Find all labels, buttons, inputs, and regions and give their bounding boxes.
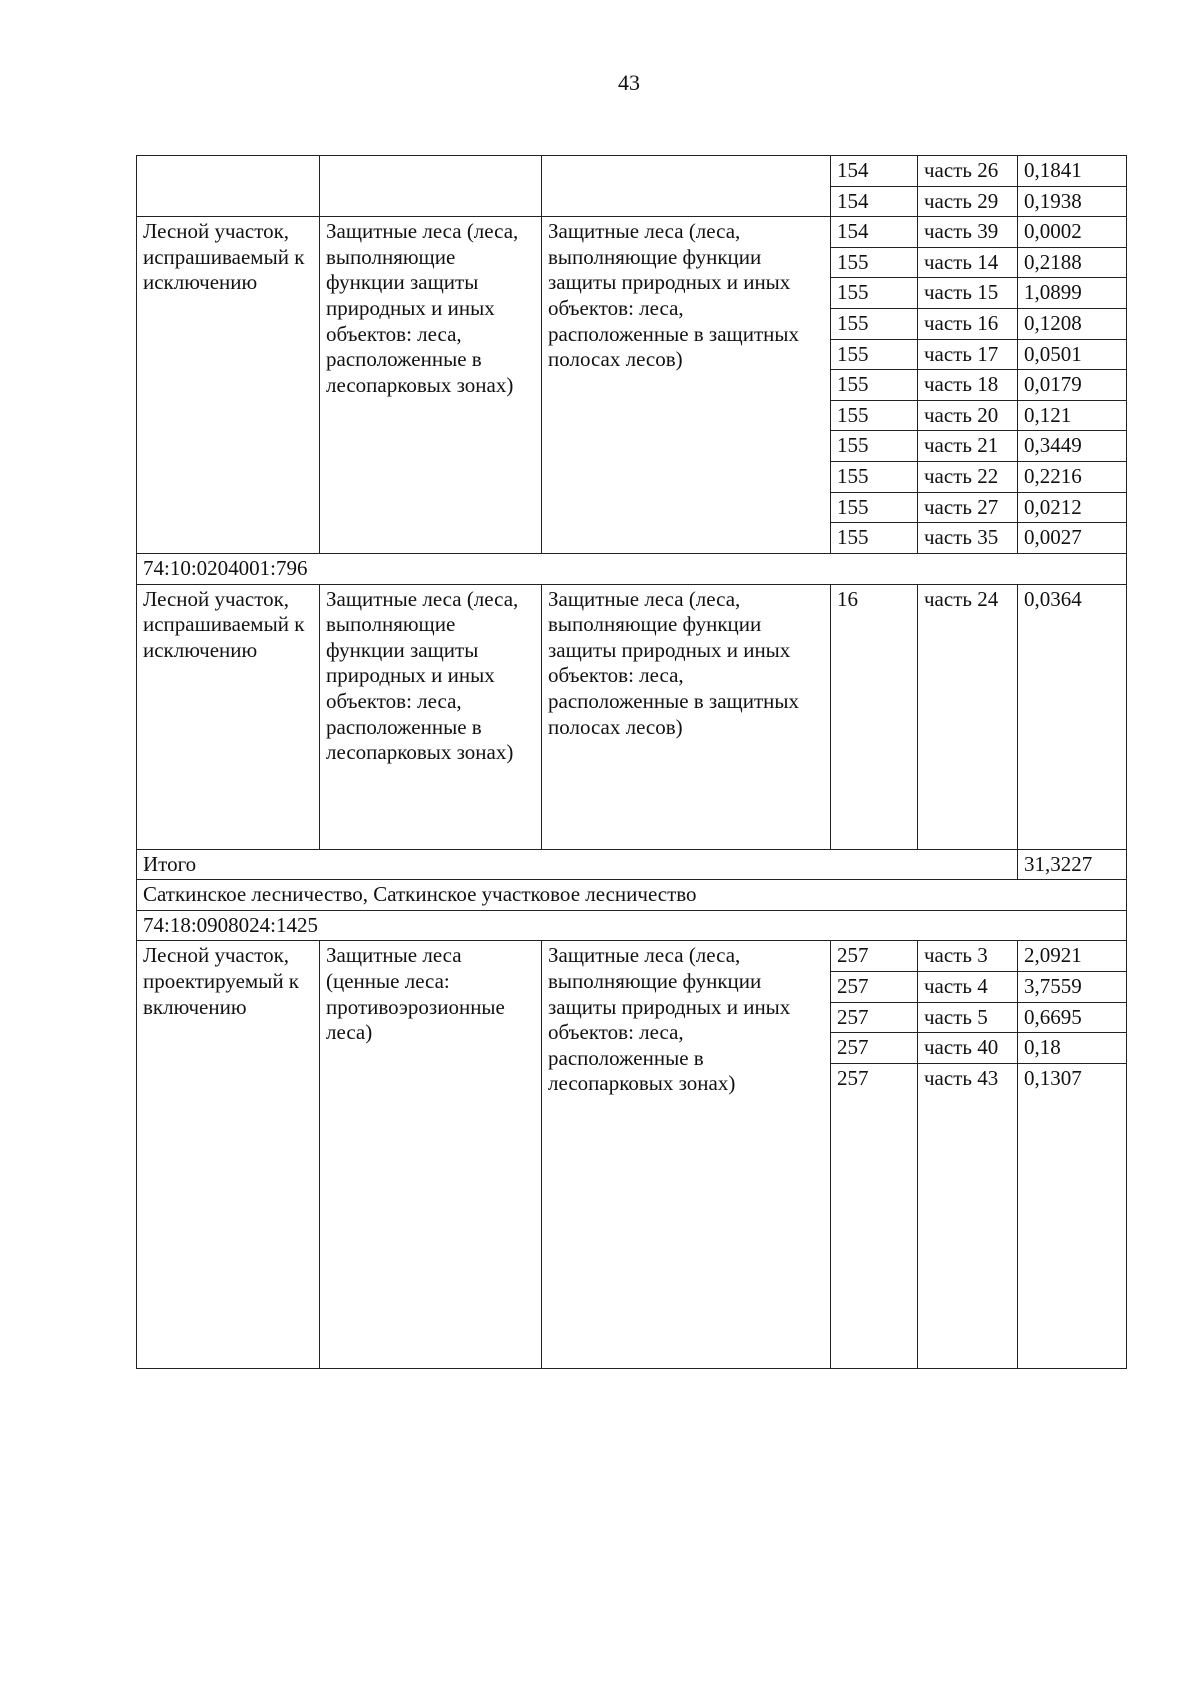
area-value: 0,2188 [1018,247,1127,278]
quarter-number: 155 [831,431,918,462]
cell-empty [320,156,542,217]
area-value: 0,1307 [1018,1063,1127,1368]
area-value: 0,0002 [1018,217,1127,248]
allotment-part: часть 40 [918,1033,1018,1064]
allotment-part: часть 22 [918,462,1018,493]
allotment-part: часть 18 [918,370,1018,401]
forest-category: Защитные леса (ценные леса: противоэрозионные леса) [320,941,542,1368]
allotment-part: часть 29 [918,186,1018,217]
allotment-part: часть 16 [918,309,1018,340]
forest-category-target: Защитные леса (леса, выполняющие функции защиты природных и иных объектов: леса, расположенные в защитных полосах лесов) [542,217,831,554]
cadastral-number: 74:10:0204001:796 [137,553,1127,584]
table-row [137,553,1127,584]
forest-category: Защитные леса (леса, выполняющие функции защиты природных и иных объектов: леса, расположенные в лесопарковых зонах) [320,584,542,849]
quarter-number: 154 [831,186,918,217]
table-row [137,156,1127,187]
quarter-number: 257 [831,1002,918,1033]
forest-category-target: Защитные леса (леса, выполняющие функции защиты природных и иных объектов: леса, расположенные в защитных полосах лесов) [542,584,831,849]
quarter-number: 155 [831,309,918,340]
forestry-name: Саткинское лесничество, Саткинское участковое лесничество [137,880,1127,911]
table-row [137,584,1127,849]
allotment-part: часть 4 [918,971,1018,1002]
area-value: 0,3449 [1018,431,1127,462]
quarter-number: 155 [831,339,918,370]
table-row [137,217,1127,248]
table-row [137,880,1127,911]
quarter-number: 155 [831,523,918,554]
area-value: 0,0501 [1018,339,1127,370]
total-value: 31,3227 [1018,849,1127,880]
allotment-part: часть 43 [918,1063,1018,1368]
quarter-number: 154 [831,217,918,248]
allotment-part: часть 14 [918,247,1018,278]
area-value: 0,18 [1018,1033,1127,1064]
area-value: 0,0027 [1018,523,1127,554]
forest-table [136,155,1127,1369]
forest-category: Защитные леса (леса, выполняющие функции защиты природных и иных объектов: леса, расположенные в лесопарковых зонах) [320,217,542,554]
cell-empty [542,156,831,217]
area-value: 0,2216 [1018,462,1127,493]
allotment-part: часть 39 [918,217,1018,248]
quarter-number: 257 [831,1063,918,1368]
quarter-number: 257 [831,971,918,1002]
area-value: 0,1841 [1018,156,1127,187]
area-value: 0,1208 [1018,309,1127,340]
cadastral-number: 74:18:0908024:1425 [137,910,1127,941]
allotment-part: часть 35 [918,523,1018,554]
area-value: 3,7559 [1018,971,1127,1002]
quarter-number: 257 [831,941,918,972]
allotment-part: часть 20 [918,400,1018,431]
area-value: 0,121 [1018,400,1127,431]
area-value: 0,6695 [1018,1002,1127,1033]
allotment-part: часть 21 [918,431,1018,462]
area-value: 0,1938 [1018,186,1127,217]
table-row [137,941,1127,972]
area-value: 0,0212 [1018,492,1127,523]
area-value: 0,0364 [1018,584,1127,849]
allotment-part: часть 27 [918,492,1018,523]
page-number: 43 [618,70,640,95]
allotment-part: часть 5 [918,1002,1018,1033]
plot-type: Лесной участок, испрашиваемый к исключению [137,217,320,554]
quarter-number: 155 [831,370,918,401]
area-value: 2,0921 [1018,941,1127,972]
total-label: Итого [137,849,1018,880]
quarter-number: 155 [831,462,918,493]
allotment-part: часть 3 [918,941,1018,972]
area-value: 1,0899 [1018,278,1127,309]
table-row [137,849,1127,880]
quarter-number: 155 [831,278,918,309]
allotment-part: часть 15 [918,278,1018,309]
quarter-number: 257 [831,1033,918,1064]
forest-category-target: Защитные леса (леса, выполняющие функции защиты природных и иных объектов: леса, расположенные в лесопарковых зонах) [542,941,831,1368]
allotment-part: часть 26 [918,156,1018,187]
allotment-part: часть 24 [918,584,1018,849]
quarter-number: 154 [831,156,918,187]
quarter-number: 155 [831,400,918,431]
plot-type: Лесной участок, испрашиваемый к исключению [137,584,320,849]
quarter-number: 16 [831,584,918,849]
cell-empty [137,156,320,217]
plot-type: Лесной участок, проектируемый к включению [137,941,320,1368]
quarter-number: 155 [831,492,918,523]
quarter-number: 155 [831,247,918,278]
table-row [137,910,1127,941]
allotment-part: часть 17 [918,339,1018,370]
area-value: 0,0179 [1018,370,1127,401]
